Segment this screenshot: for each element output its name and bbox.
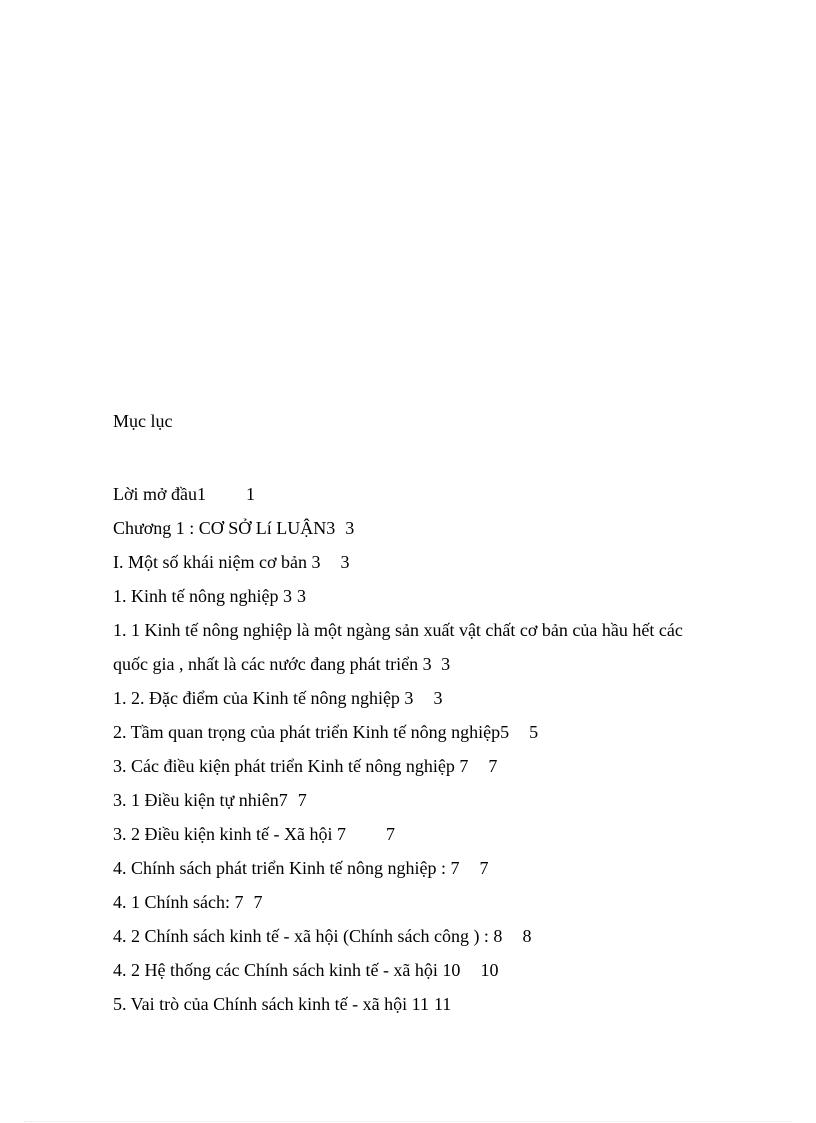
toc-entry xyxy=(113,477,713,511)
toc-entry-text: 2. Tầm quan trọng của phát triển Kinh tế nông nghiệp5 xyxy=(113,722,510,742)
toc-entry-page: 10 xyxy=(480,960,499,980)
toc-entry xyxy=(113,885,713,919)
toc-entry-text: 1. Kinh tế nông nghiệp 3 xyxy=(113,586,292,606)
toc-entry-text: 4. Chính sách phát triển Kinh tế nông nghiệp : 7 xyxy=(113,858,460,878)
toc-entry-page: 3 xyxy=(340,552,350,572)
toc-entry-text: 4. 1 Chính sách: 7 xyxy=(113,892,244,912)
toc-entry-text: 1. 1 Kinh tế nông nghiệp là một ngàng sản xuất vật chất cơ bản của hầu hết các quốc gia , nhất là các nước đang phát triển 3 xyxy=(113,620,683,674)
toc-entry-page: 7 xyxy=(488,756,498,776)
toc-entry-text: 4. 2 Hệ thống các Chính sách kinh tế - xã hội 10 xyxy=(113,960,461,980)
toc-entry-page: 7 xyxy=(479,858,489,878)
toc-entry-text: 3. 1 Điều kiện tự nhiên7 xyxy=(113,790,288,810)
toc-entry-text: Chương 1 : CƠ SỞ Lí LUẬN3 xyxy=(113,518,336,538)
toc-entry-text: I. Một số khái niệm cơ bản 3 xyxy=(113,552,321,572)
toc-entry-text: 5. Vai trò của Chính sách kinh tế - xã hội 11 xyxy=(113,994,429,1014)
toc-entry-page: 8 xyxy=(522,926,532,946)
toc-entry xyxy=(113,715,713,749)
toc-entry-page: 7 xyxy=(385,824,395,844)
toc-entry-page: 1 xyxy=(246,484,256,504)
toc-entry-page: 3 xyxy=(296,586,306,606)
toc-entry-page: 7 xyxy=(253,892,263,912)
page-bottom-divider xyxy=(24,1121,792,1122)
toc-entry xyxy=(113,817,713,851)
toc-entry-text: Lời mở đầu1 xyxy=(113,484,207,504)
toc-entry-text: 1. 2. Đặc điểm của Kinh tế nông nghiệp 3 xyxy=(113,688,414,708)
toc-entry xyxy=(113,953,713,987)
toc-entry-page: 5 xyxy=(529,722,539,742)
toc-entry-text: 3. Các điều kiện phát triển Kinh tế nông nghiệp 7 xyxy=(113,756,469,776)
toc-entry xyxy=(113,851,713,885)
toc-entry xyxy=(113,783,713,817)
toc-title: Mục lục xyxy=(113,411,173,431)
toc-entry xyxy=(113,613,713,681)
toc-entry-page: 11 xyxy=(433,994,452,1014)
toc-entry-text: 4. 2 Chính sách kinh tế - xã hội (Chính sách công ) : 8 xyxy=(113,926,503,946)
toc-entry xyxy=(113,749,713,783)
toc-entry xyxy=(113,579,713,613)
toc-entry xyxy=(113,681,713,715)
toc-entry xyxy=(113,511,713,545)
toc-entry xyxy=(113,919,713,953)
toc-entry xyxy=(113,545,713,579)
toc-entry-page: 7 xyxy=(297,790,307,810)
table-of-contents xyxy=(113,477,713,1021)
toc-entry-page: 3 xyxy=(433,688,443,708)
toc-entry-page: 3 xyxy=(345,518,355,538)
toc-entry-page: 3 xyxy=(441,654,451,674)
toc-entry xyxy=(113,987,713,1021)
toc-entry-text: 3. 2 Điều kiện kinh tế - Xã hội 7 xyxy=(113,824,346,844)
